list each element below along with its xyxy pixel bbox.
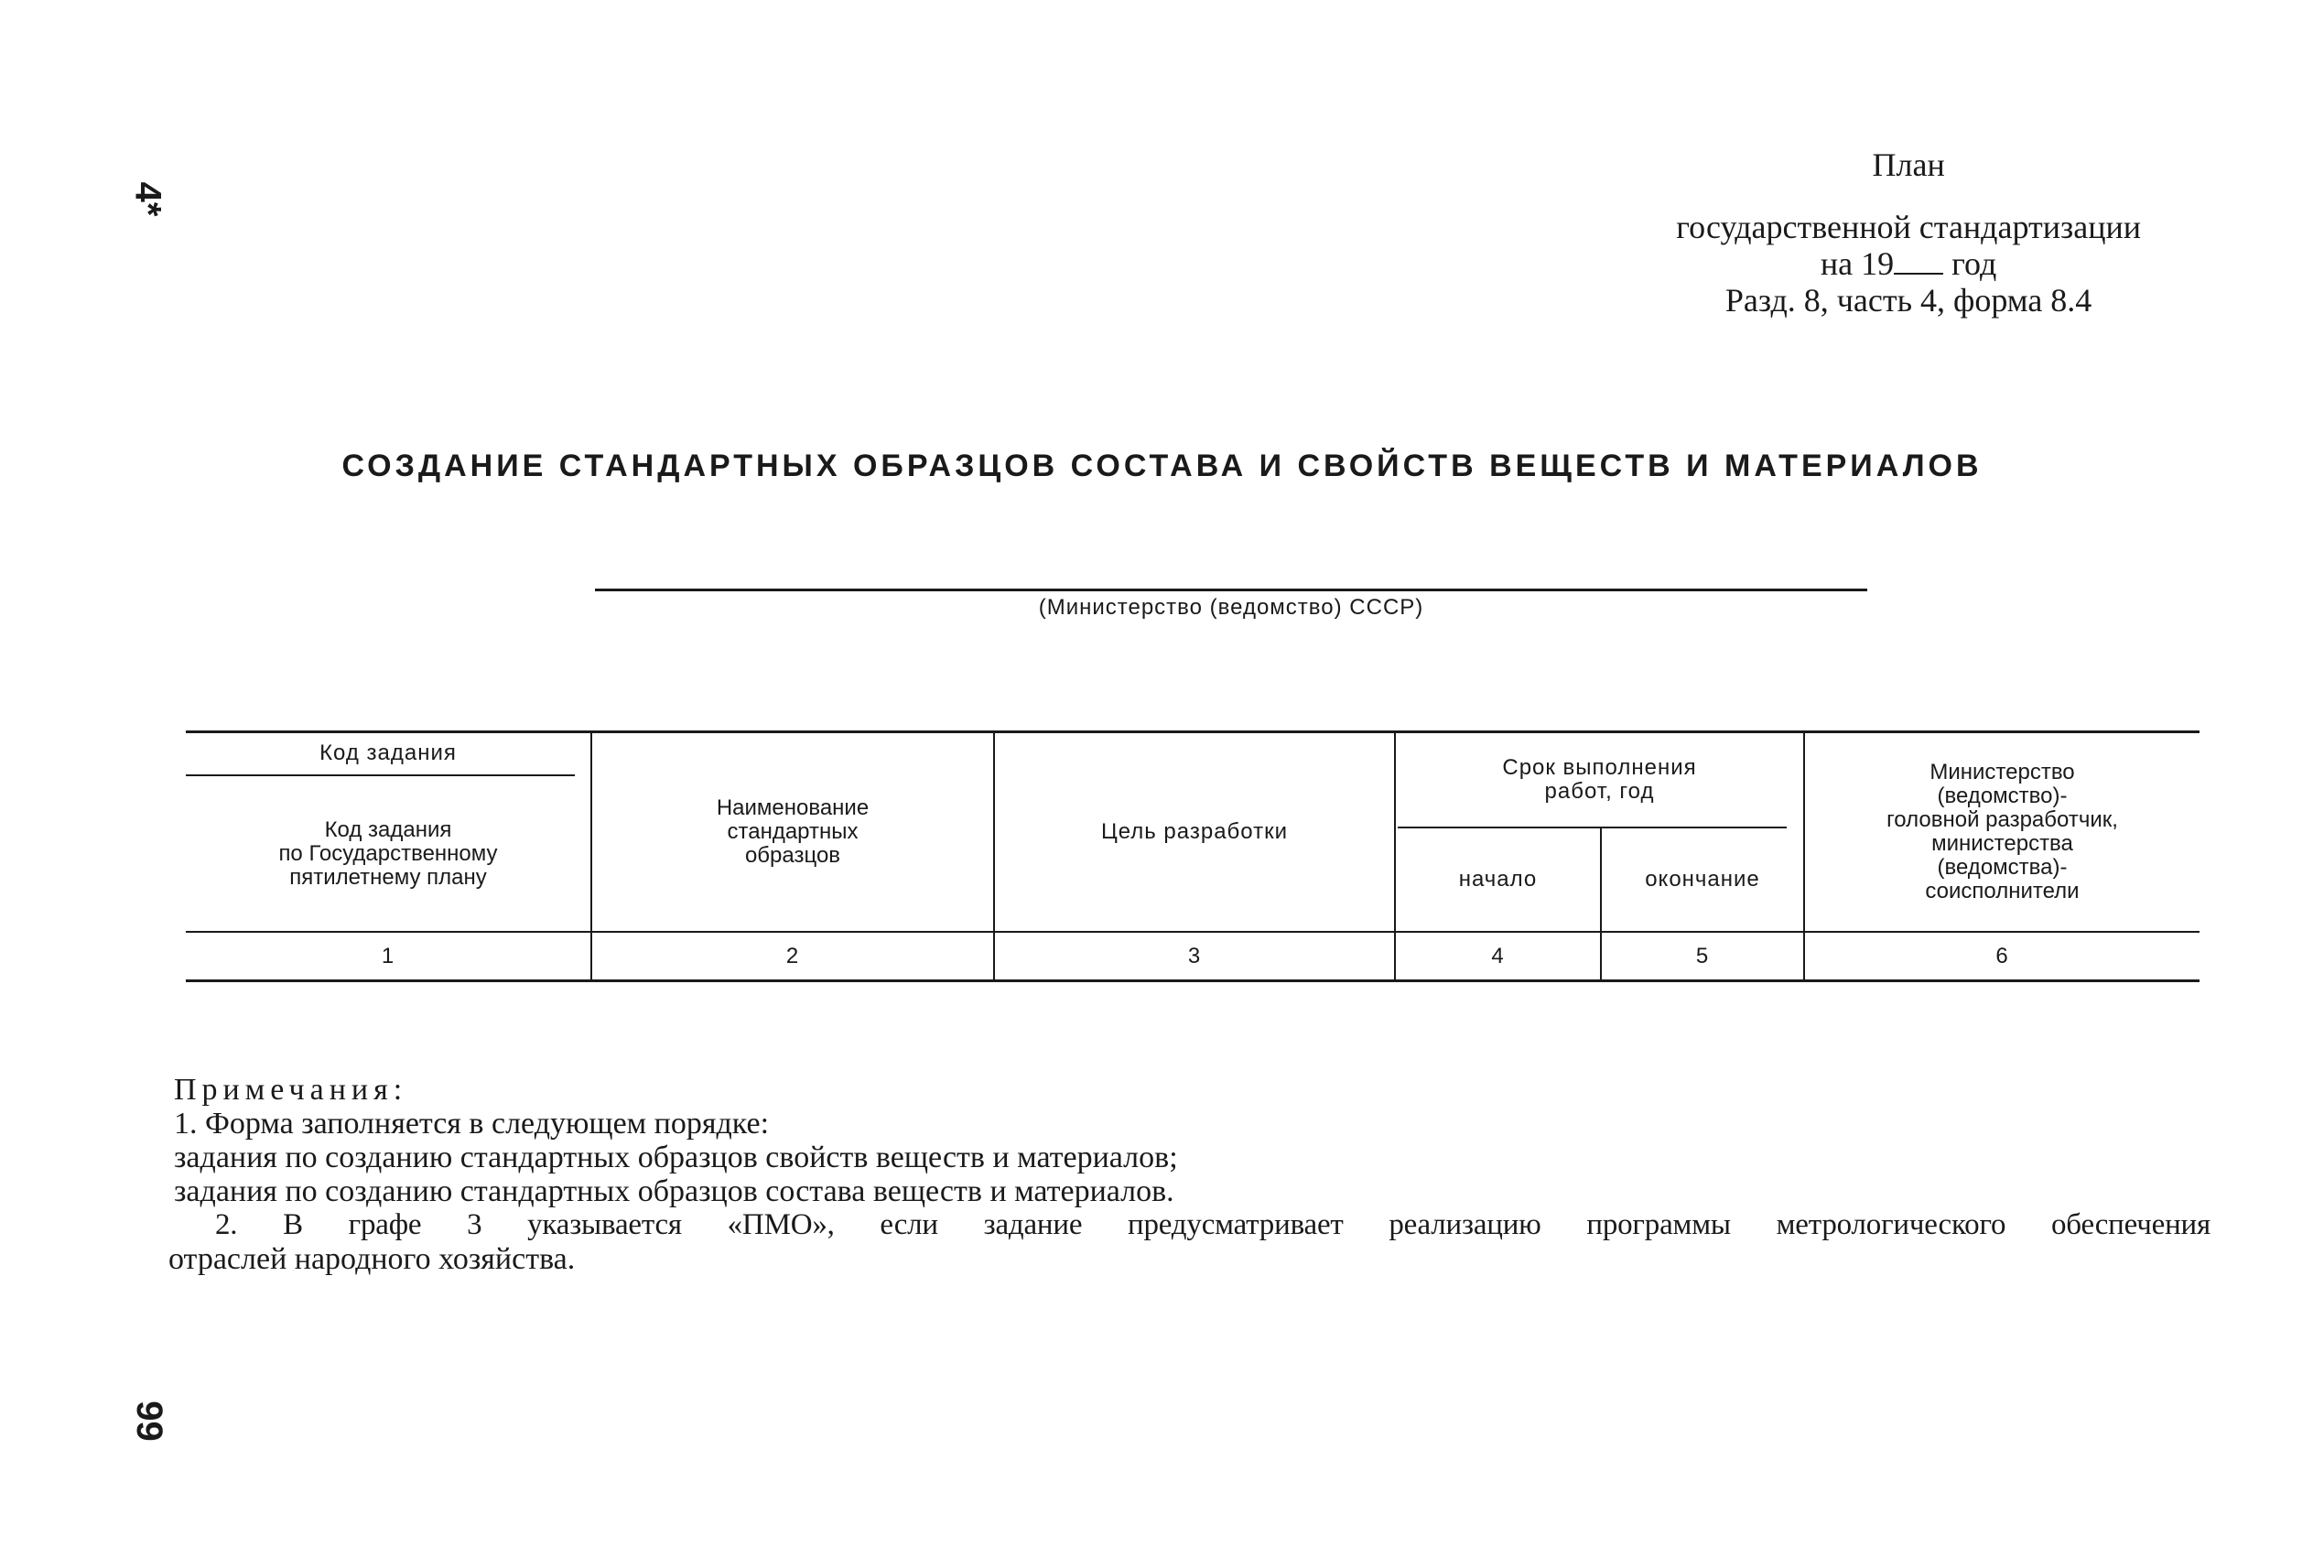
col-number-6 (1805, 933, 2200, 979)
header-section: Разд. 8, часть 4, форма 8.4 (1724, 282, 2092, 319)
col-number-2-text: 2 (785, 943, 800, 968)
header-col4-label: начало (1458, 867, 1538, 892)
col-number-4 (1396, 933, 1600, 979)
header-col6 (1805, 732, 2200, 931)
header-col45-group (1396, 732, 1803, 827)
header-plan: План (1872, 146, 1945, 183)
header-year-suffix: год (1951, 245, 1997, 282)
col-number-3-text: 3 (1187, 943, 1202, 968)
ministry-caption: (Министерство (ведомство) СССР) (1038, 595, 1424, 620)
page-number: 99 (128, 1400, 169, 1442)
header-col45-group-label: Срок выполнения работ, год (1502, 754, 1697, 804)
header-col1-group-label: Код задания (319, 741, 457, 765)
header-year-prefix: на 19 (1820, 245, 1895, 282)
col-number-3 (995, 933, 1394, 979)
page-marker-top: 4* (127, 181, 168, 217)
col-number-2 (592, 933, 993, 979)
col-number-1 (186, 933, 590, 979)
header-col1-sub-label: Код задания по Государственному пятилетнему плану (278, 816, 498, 890)
table-bottom-rule (186, 979, 2200, 982)
header-col1-sub (186, 776, 590, 931)
col-number-5-text: 5 (1695, 943, 1710, 968)
document-title: СОЗДАНИЕ СТАНДАРТНЫХ ОБРАЗЦОВ СОСТАВА И СВОЙСТВ ВЕЩЕСТВ И МАТЕРИАЛОВ (341, 449, 1983, 483)
header-col3-label: Цель разработки (1100, 818, 1289, 844)
header-col2 (592, 732, 993, 931)
notes-block (168, 1073, 2211, 1276)
note-item-2-line-1: 2. В графе 3 указывается «ПМО», если задание предусматривает реализацию программы метрологического обеспечения (215, 1208, 2211, 1241)
header-standardization: государственной стандартизации (1676, 209, 2141, 245)
header-col5-label: окончание (1645, 867, 1760, 892)
header-col5 (1602, 828, 1803, 931)
header-year (1676, 245, 2141, 282)
header-col6-label: Министерство (ведомство)- головной разработчик, министерства (ведомства)- соисполнители (1886, 759, 2118, 903)
header-col2-label: Наименование стандартных образцов (716, 795, 870, 868)
ministry-fill-line (595, 589, 1867, 591)
note-item-2-line-2: отраслей народного хозяйства. (168, 1242, 576, 1276)
col-number-1-text: 1 (381, 943, 395, 968)
col-number-6-text: 6 (1995, 943, 2009, 968)
year-blank-line (1894, 251, 1943, 275)
note-item-1-line-2: задания по созданию стандартных образцов состава веществ и материалов. (174, 1174, 1174, 1208)
notes-heading: Примечания: (174, 1073, 408, 1107)
col-number-4-text: 4 (1491, 943, 1505, 968)
col-number-5 (1602, 933, 1803, 979)
header-col3 (995, 732, 1394, 931)
note-item-1-line-1: задания по созданию стандартных образцов свойств веществ и материалов; (174, 1141, 1178, 1174)
note-item-1: 1. Форма заполняется в следующем порядке: (174, 1107, 770, 1141)
form-header (1676, 146, 2141, 319)
header-col1-group (186, 732, 590, 774)
header-col4 (1396, 828, 1600, 931)
